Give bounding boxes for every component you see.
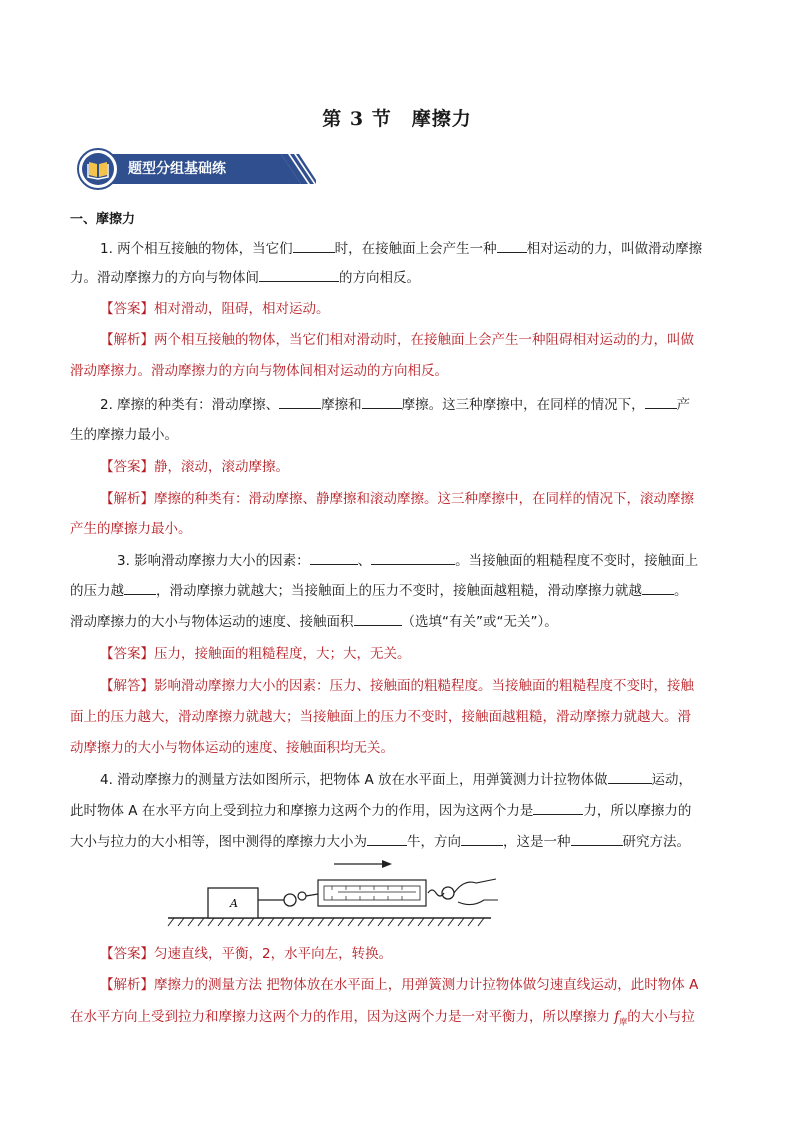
- question-3-line-2: 的压力越 ，滑动摩擦力就越大；当接触面上的压力不变时，接触面越粗糙，滑动摩擦力就越 。: [70, 580, 734, 602]
- answer-blank: [645, 394, 677, 409]
- analysis-3-line-1: 【解答】影响滑动摩擦力大小的因素：压力、接触面的粗糙程度。当接触面的粗糙程度不变时，接触: [100, 678, 694, 694]
- question-1-line-1: 1. 两个相互接触的物体，当它们 时，在接触面上会产生一种 相对运动的力，叫做滑动摩擦: [100, 238, 764, 260]
- answer-blank: [354, 611, 402, 626]
- answer-blank: [293, 238, 335, 253]
- analysis-3-line-3: 动摩擦力的大小与物体运动的速度、接触面积均无关。: [70, 740, 394, 756]
- question-4-line-2: 此时物体 A 在水平方向上受到拉力和摩擦力这两个力的作用，因为这两个力是 力，所以摩擦力的: [70, 800, 734, 822]
- analysis-4-line-1: 【解析】摩擦力的测量方法 把物体放在水平面上，用弹簧测力计拉物体做匀速直线运动，此时物体 A: [100, 977, 699, 993]
- analysis-2-line-1: 【解析】摩擦的种类有：滑动摩擦、静摩擦和滚动摩擦。这三种摩擦中，在同样的情况下，滚动摩擦: [100, 491, 694, 507]
- answer-blank: [124, 580, 156, 595]
- hook-icon: [284, 894, 296, 906]
- section-heading: 一、摩擦力: [70, 212, 136, 227]
- answer-blank: [608, 769, 652, 784]
- answer-4: 【答案】匀速直线，平衡，2，水平向左，转换。: [100, 946, 393, 962]
- answer-blank: [461, 831, 503, 846]
- hand-icon: [454, 879, 498, 905]
- analysis-1-line-1: 【解析】两个相互接触的物体，当它们相对滑动时，在接触面上会产生一种阻碍相对运动的力，叫做: [100, 332, 694, 348]
- question-4-line-1: 4. 滑动摩擦力的测量方法如图所示，把物体 A 放在水平面上，用弹簧测力计拉物体做 运动，: [100, 769, 764, 791]
- block-a-label: A: [230, 897, 238, 910]
- answer-blank: [497, 238, 527, 253]
- answer-2: 【答案】静，滚动，滚动摩擦。: [100, 459, 289, 475]
- question-2-line-1: 2. 摩擦的种类有：滑动摩擦、 摩擦和 摩擦。这三种摩擦中，在同样的情况下， 产: [100, 394, 764, 416]
- question-1-line-2: 力。滑动摩擦力的方向与物体间 的方向相反。: [70, 267, 734, 289]
- answer-blank: [367, 831, 407, 846]
- answer-blank: [279, 394, 321, 409]
- answer-blank: [533, 800, 583, 815]
- question-3-line-1: 3. 影响滑动摩擦力大小的因素： 、 。当接触面的粗糙程度不变时，接触面上: [117, 550, 781, 572]
- answer-3: 【答案】压力，接触面的粗糙程度，大；大，无关。: [100, 646, 411, 662]
- answer-blank: [371, 550, 455, 565]
- page-title: 第 3 节 摩擦力: [322, 108, 472, 130]
- answer-blank: [259, 267, 339, 282]
- answer-blank: [310, 550, 358, 565]
- analysis-4-line-2: 在水平方向上受到拉力和摩擦力这两个力的作用，因为这两个力是一对平衡力，所以摩擦力 $f_摩$的大小与拉: [70, 1009, 695, 1027]
- analysis-2-line-2: 产生的摩擦力最小。: [70, 521, 192, 537]
- answer-blank: [642, 580, 674, 595]
- answer-blank: [362, 394, 402, 409]
- answer-blank: [571, 831, 623, 846]
- section-banner: [76, 148, 316, 190]
- analysis-3-line-2: 面上的压力越大，滑动摩擦力就越大；当接触面上的压力不变时，接触面越粗糙，滑动摩擦力就越大。滑: [70, 709, 691, 725]
- spring-scale-figure: [166, 856, 506, 930]
- banner-label: 题型分组基础练: [128, 161, 226, 177]
- question-4-line-3: 大小与拉力的大小相等，图中测得的摩擦力大小为 牛，方向 ，这是一种 研究方法。: [70, 831, 734, 853]
- spring-scale: [318, 880, 426, 906]
- question-3-line-3: 滑动摩擦力的大小与物体运动的速度、接触面积 （选填“有关”或“无关”）。: [70, 611, 734, 633]
- question-2-line-2: 生的摩擦力最小。: [70, 427, 178, 443]
- answer-1: 【答案】相对滑动，阻碍，相对运动。: [100, 301, 330, 317]
- analysis-1-line-2: 滑动摩擦力。滑动摩擦力的方向与物体间相对运动的方向相反。: [70, 363, 448, 379]
